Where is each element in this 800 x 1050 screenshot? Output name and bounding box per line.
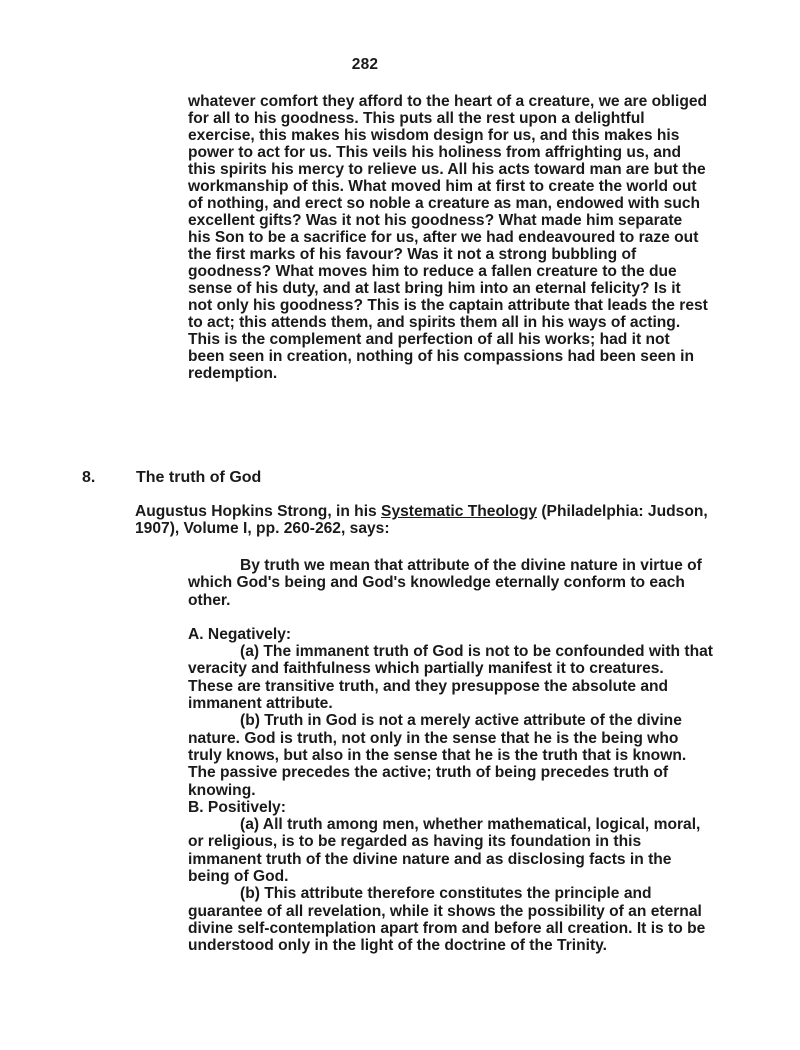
negatively-point-b: (b) Truth in God is not a merely active attribute of the divine nature. God is truth, not only in the sense that he is the being who truly knows, but also in the sense that he is the truth that is known. The passive precedes the active; truth of being precedes truth of knowing.	[188, 712, 687, 799]
positively-point-a: (a) All truth among men, whether mathematical, logical, moral, or religious, is to be regarded as having its foundation in this immanent truth of the divine nature and as disclosing facts in the being of God.	[188, 816, 701, 886]
citation-details: (Philadelphia: Judson, 1907), Volume I, pp. 260-262, says:	[135, 503, 708, 537]
positively-point-b: (b) This attribute therefore constitutes the principle and guarantee of all revelation, while it shows the possibility of an eternal divine self-contemplation apart from and before all creation. It is to be understood only in the light of the doctrine of the Trinity.	[188, 885, 706, 955]
citation-author: Augustus Hopkins Strong, in his	[135, 503, 382, 520]
book-title: Systematic Theology	[381, 503, 538, 520]
positively-heading: B. Positively:	[188, 798, 286, 816]
citation-paragraph	[135, 503, 710, 537]
negatively-heading: A. Negatively:	[188, 625, 292, 643]
section-title: The truth of God	[136, 469, 262, 486]
negatively-point-a: (a) The immanent truth of God is not to be confounded with that veracity and faithfulness which partially manifest it to creatures. These are transitive truth, and they presuppose the absolute and immanent attribute.	[188, 643, 713, 713]
goodness-quote-block	[188, 93, 708, 382]
section-heading	[82, 469, 682, 487]
goodness-quote-text: whatever comfort they afford to the heart of a creature, we are obliged for all to his goodness. This puts all the rest upon a delightful exercise, this makes his wisdom design for us, and this makes his power to act for us. This veils his holiness from affrighting us, and this spirits his mercy to relieve us. All his acts toward man are but the workmanship of this. What moved him at first to create the world out of nothing, and erect so noble a creature as man, endowed with such excellent gifts? Was it not his goodness? What made him separate his Son to be a sacrifice for us, after we had endeavoured to raze out the first marks of his favour? Was it not a strong bubbling of goodness? What moves him to reduce a fallen creature to the due sense of his duty, and at last bring him into an eternal felicity? Is it not only his goodness? This is the captain attribute that leads the rest to act; this attends them, and spirits them all in his ways of acting. This is the complement and perfection of all his works; had it not been seen in creation, nothing of his compassions had been seen in redemption.	[188, 93, 708, 382]
truth-definition: By truth we mean that attribute of the divine nature in virtue of which God's being and God's knowledge eternally conform to each other.	[188, 557, 702, 609]
page-number: 282	[351, 56, 379, 73]
strong-quote-block	[188, 557, 713, 955]
section-number: 8.	[82, 469, 96, 486]
